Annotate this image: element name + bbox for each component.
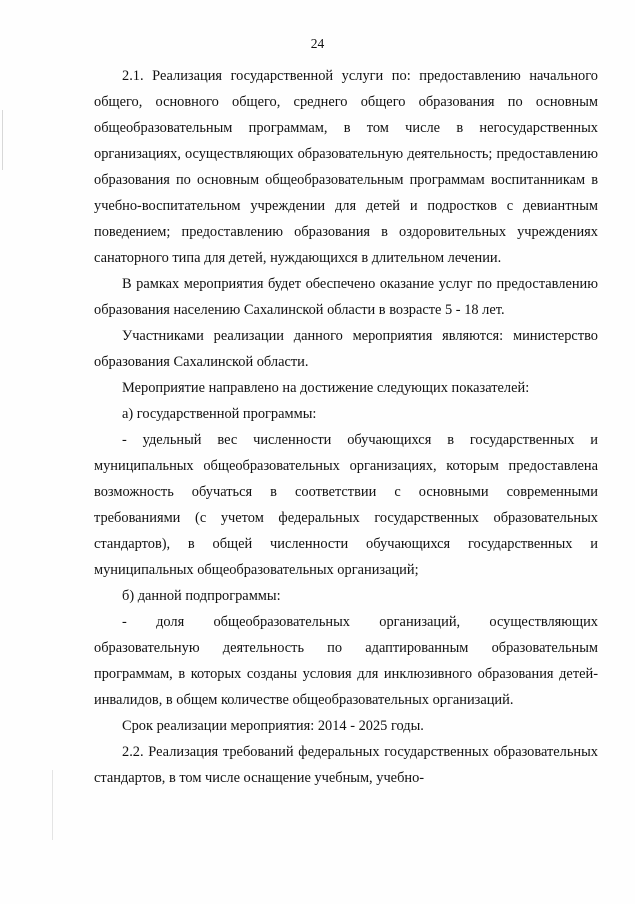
scan-artifact-line [2,110,3,170]
paragraph-2-2: 2.2. Реализация требований федеральных государственных образовательных стандартов, в том числе оснащение учебным, учебно- [94,744,598,786]
paragraph-age-range: В рамках мероприятия будет обеспечено оказание услуг по предоставлению образования населению Сахалинской области в возрасте 5 - 18 лет. [94,276,598,318]
paragraph-state-program: а) государственной программы: [122,406,317,422]
scan-artifact-line [52,770,53,840]
paragraph-indicators-intro: Мероприятие направлено на достижение следующих показателей: [122,380,530,396]
document-body [94,63,598,791]
paragraph-participants: Участниками реализации данного мероприятия являются: министерство образования Сахалинской области. [94,328,598,370]
page-number: 24 [310,36,325,51]
paragraph-subprogram: б) данной подпрограммы: [122,588,281,604]
paragraph-term: Срок реализации мероприятия: 2014 - 2025 годы. [122,718,424,734]
paragraph-indicator-share-organizations: - доля общеобразовательных организаций, осуществляющих образовательную деятельность по адаптированным образовательным программам, в которых созданы условия для инклюзивного образования детей-инвалидов, в общем количестве общеобразовательных организаций. [94,614,598,708]
paragraph-indicator-share-students: - удельный вес численности обучающихся в государственных и муниципальных общеобразовательных организациях, которым предоставлена возможность обучаться в соответствии с основными современными требованиями (с учетом федеральных государственных образовательных стандартов), в общей численности обучающихся государственных и муниципальных общеобразовательных организаций; [94,432,598,578]
paragraph-2-1: 2.1. Реализация государственной услуги по: предоставлению начального общего, основного общего, среднего общего образования по основным общеобразовательным программам, в том числе в негосударственных организациях, осуществляющих образовательную деятельность; предоставлению образования по основным общеобразовательным программам воспитанникам в учебно-воспитательном учреждении для детей и подростков с девиантным поведением; предоставлению образования в оздоровительных учреждениях санаторного типа для детей, нуждающихся в длительном лечении. [94,68,598,266]
